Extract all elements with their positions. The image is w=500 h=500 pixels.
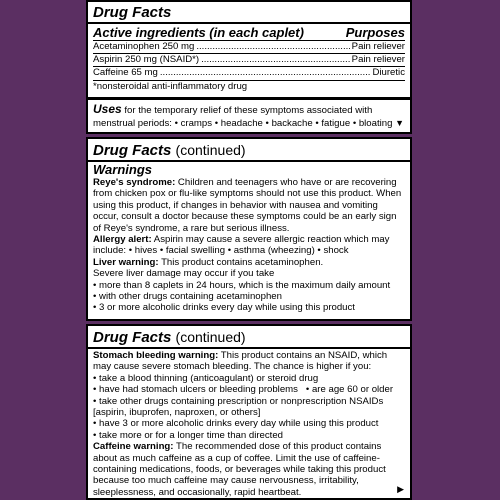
list-item: • take other drugs containing prescription or nonprescription NSAIDs [aspirin, ibuprofen, naproxen, or others]	[93, 395, 384, 419]
drug-facts-panel-2	[86, 137, 412, 321]
warnings-heading: Warnings	[93, 162, 152, 177]
panel-title: Drug Facts	[88, 2, 410, 24]
liver-label: Liver warning:	[93, 256, 159, 268]
active-ingredients-section	[88, 24, 410, 97]
ingredient-row	[93, 41, 405, 54]
ingredient-name: Acetaminophen 250 mg	[93, 41, 195, 52]
allergy-text: Aspirin may cause a severe allergic reaction which may include: • hives • facial swelling • asthma (wheezing) • shock	[93, 234, 390, 257]
uses-section	[88, 97, 410, 130]
stomach-warning	[93, 350, 405, 373]
liver-warning	[93, 257, 405, 268]
allergy-alert	[93, 234, 405, 257]
panel-title	[88, 326, 410, 349]
allergy-label: Allergy alert:	[93, 234, 152, 246]
nsaid-footnote: *nonsteroidal anti-inflammatory drug	[93, 80, 248, 92]
reye-text: Children and teenagers who have or are recovering from chicken pox or flu-like symptoms should not use this product. When using this product, if changes in behavior with nausea and vomiting occur, consult a doctor because these symptoms could be an early sign of Reye's syndrome, a rare but serious illness.	[93, 177, 402, 234]
panel-title-text: Drug Facts	[93, 329, 172, 346]
list-item: • have 3 or more alcoholic drinks every day while using this product	[93, 418, 379, 430]
liver-text: This product contains acetaminophen.	[158, 256, 324, 268]
list-item: • take a blood thinning (anticoagulant) or steroid drug	[93, 372, 319, 384]
ingredient-purpose: Diuretic	[372, 67, 405, 79]
list-item: • 3 or more alcoholic drinks every day while using this product	[93, 302, 355, 314]
liver-line2: Severe liver damage may occur if you take	[93, 268, 275, 280]
continue-arrow-icon: ▼	[395, 118, 404, 128]
panel-title-text: Drug Facts	[93, 142, 172, 159]
purposes-heading: Purposes	[345, 25, 405, 40]
ingredient-purpose: Pain reliever	[351, 41, 405, 52]
panel-title-continued: (continued)	[175, 142, 246, 158]
continue-arrow-icon: ▶	[397, 484, 404, 494]
warnings-section	[88, 162, 410, 314]
panel-title-continued: (continued)	[175, 329, 246, 345]
uses-text: for the temporary relief of these symptoms associated with menstrual periods: • cramps • headache • backache • fatigue • bloating	[93, 104, 393, 129]
stomach-label: Stomach bleeding warning:	[93, 350, 219, 361]
active-ingredients-heading: Active ingredients (in each caplet)	[93, 25, 304, 40]
ingredients-header	[93, 25, 405, 40]
ingredient-name: Caffeine 65 mg	[93, 67, 158, 79]
caffeine-warning	[93, 441, 405, 498]
ingredient-row	[93, 54, 405, 67]
reye-warning	[93, 177, 405, 234]
ingredient-name: Aspirin 250 mg (NSAID*)	[93, 54, 200, 66]
list-item: • with other drugs containing acetaminophen	[93, 291, 282, 303]
caffeine-text: The recommended dose of this product contains about as much caffeine as a cup of coffee. Limit the use of caffeine-containing medications, foods, or beverages while taking this product because too much caffeine may cause nervousness, irritability, sleeplessness, and occasionally, rapid heartbeat.	[93, 441, 386, 498]
drug-facts-panel-3	[86, 324, 412, 500]
caffeine-label: Caffeine warning:	[93, 441, 174, 453]
ingredient-purpose: Pain reliever	[351, 54, 405, 66]
reye-label: Reye's syndrome:	[93, 177, 176, 188]
stomach-text: This product contains an NSAID, which may cause severe stomach bleeding. The chance is higher if you:	[93, 350, 388, 373]
panel-title	[88, 139, 410, 162]
uses-label: Uses	[93, 101, 122, 116]
list-item: • have had stomach ulcers or bleeding problems • are age 60 or older	[93, 384, 394, 396]
list-item: • more than 8 caplets in 24 hours, which is the maximum daily amount	[93, 279, 391, 291]
list-item: • take more or for a longer time than directed	[93, 429, 283, 441]
stomach-section	[88, 349, 410, 498]
ingredient-row	[93, 67, 405, 80]
drug-facts-panel-1	[86, 0, 412, 134]
